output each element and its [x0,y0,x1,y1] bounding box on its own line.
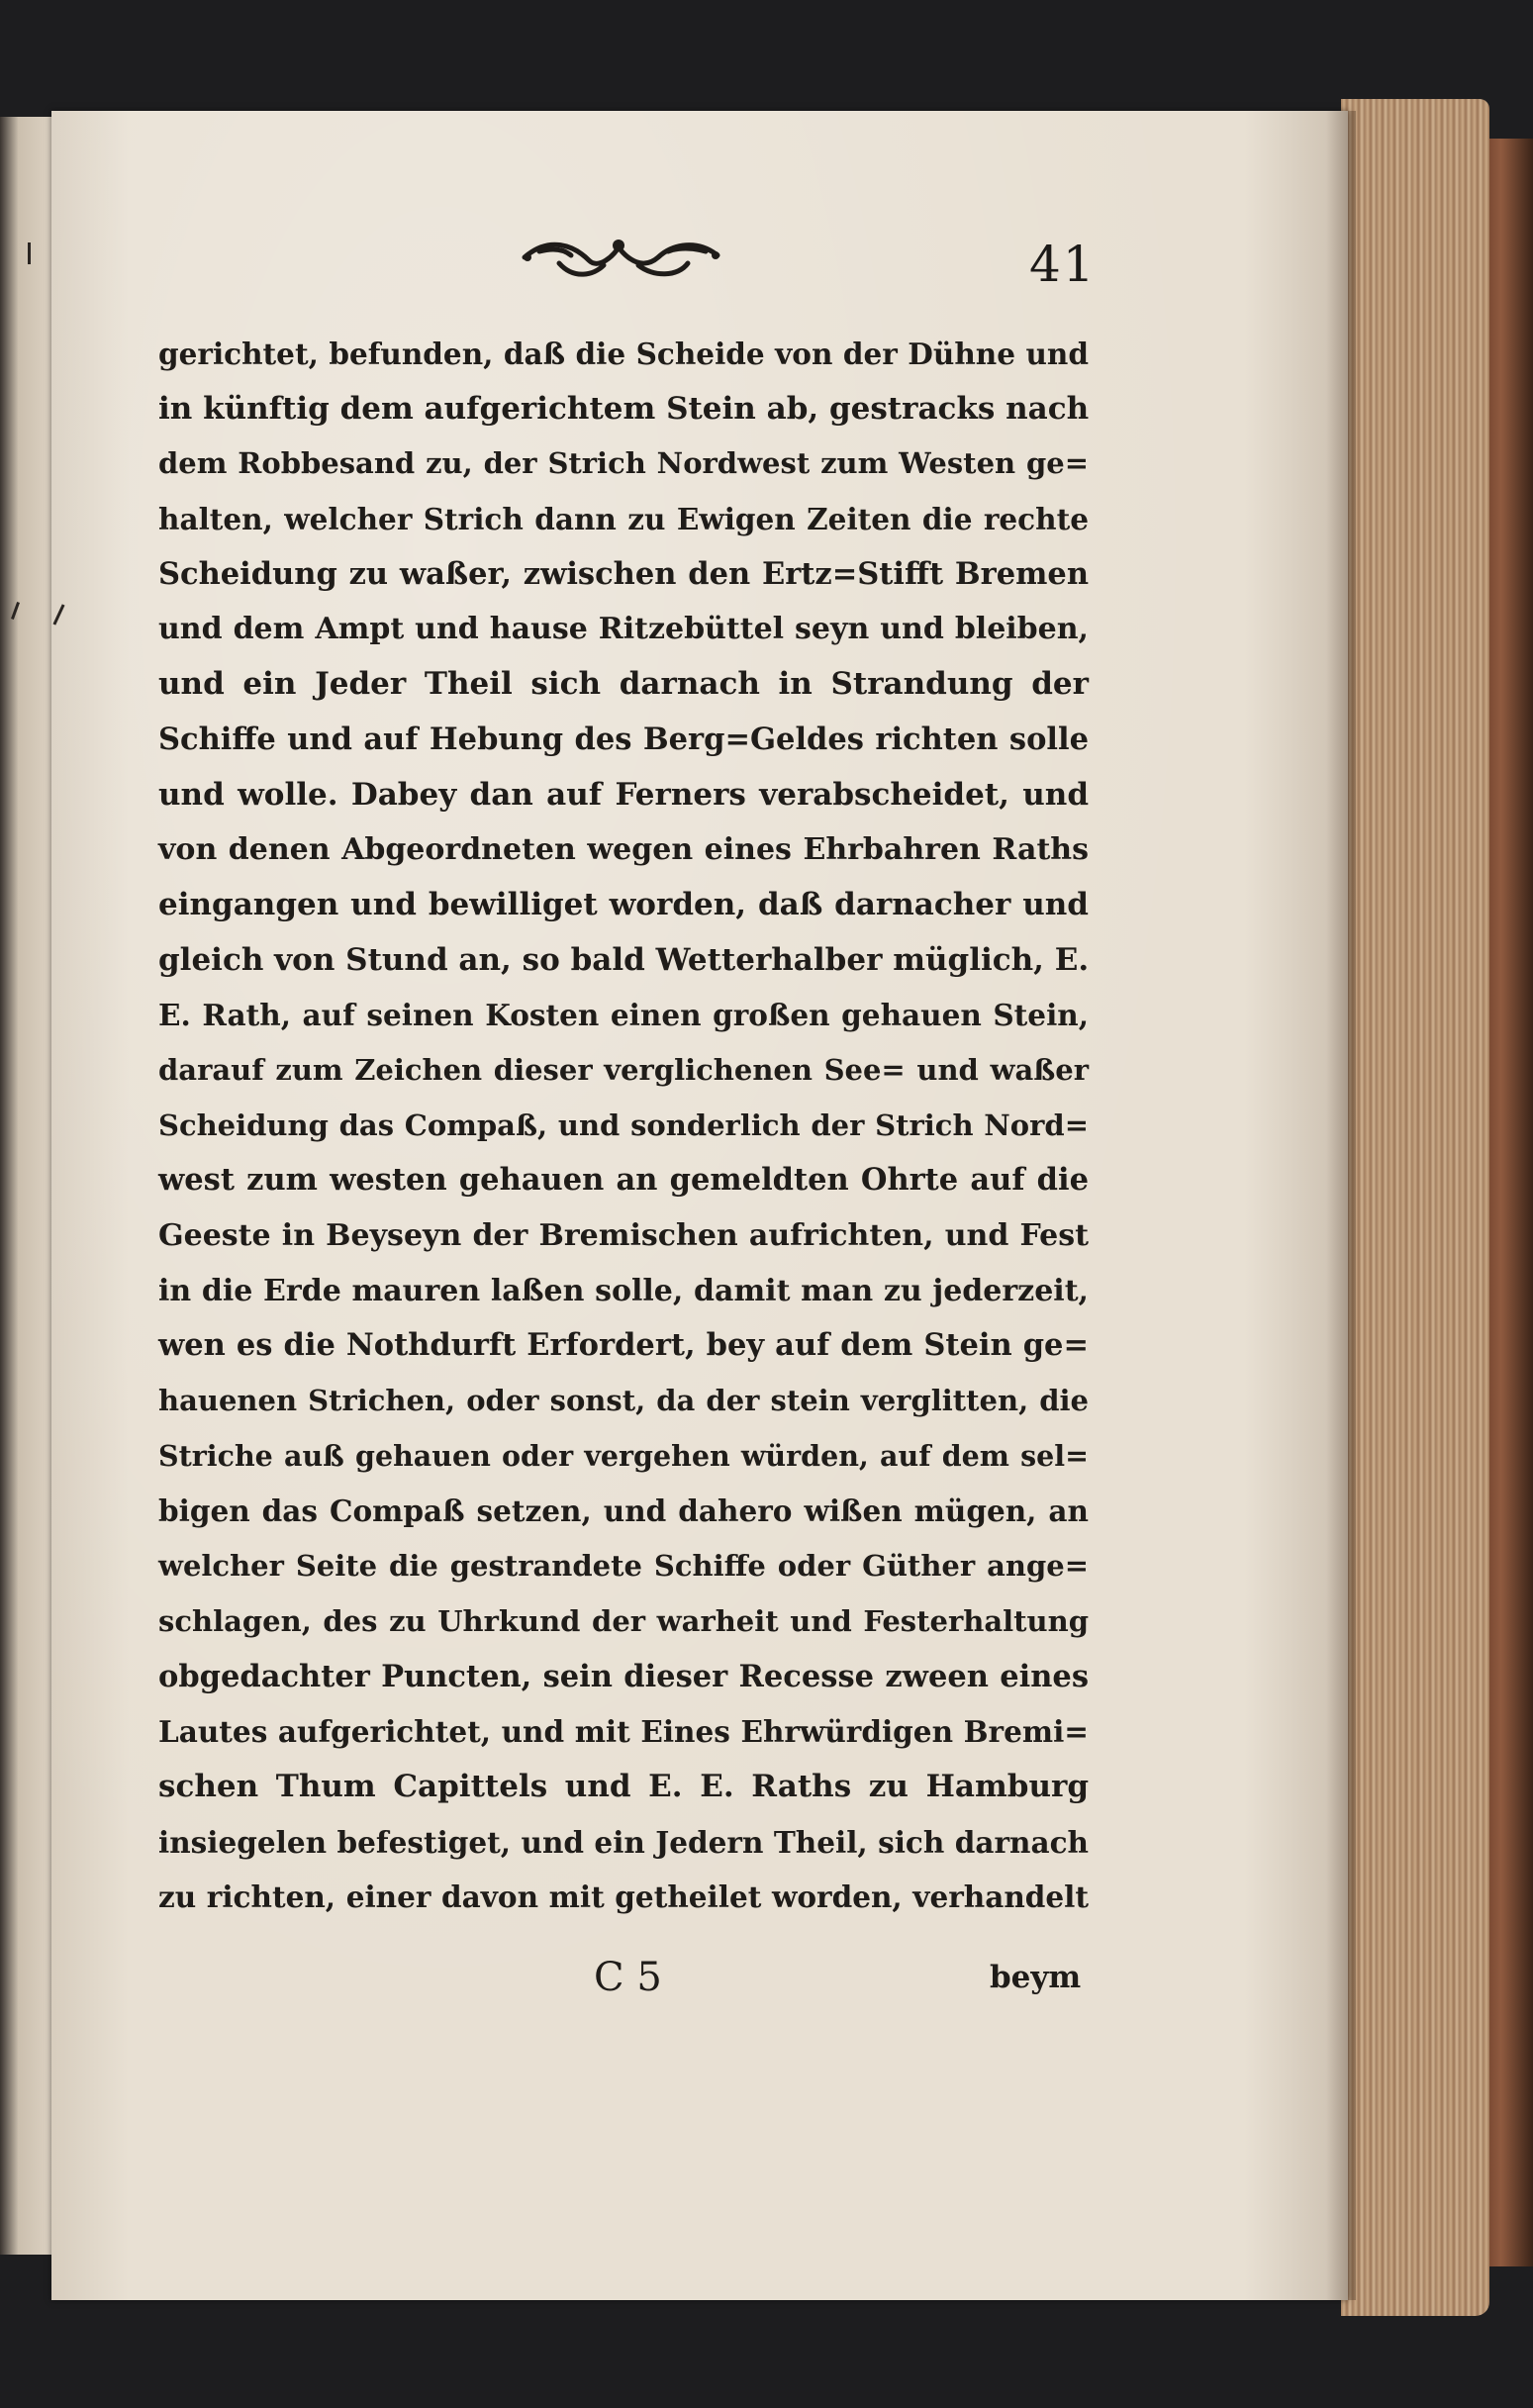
text-line: Geeste in Beyseyn der Bremischen aufrichten, und Fest [158,1218,1089,1253]
text-line: schen Thum Capittels und E. E. Raths zu Hamburg [158,1768,1089,1804]
text-line: bigen das Compaß setzen, und dahero wißen mügen, an [158,1493,1089,1529]
text-line: E. Rath, auf seinen Kosten einen großen gehauen Stein, [158,998,1089,1033]
page-number: 41 [1029,236,1097,293]
text-line: west zum westen gehauen an gemeldten Ohrte auf die [158,1162,1089,1199]
text-line: Scheidung zu waßer, zwischen den Ertz=Stifft Bremen [158,555,1089,592]
text-line: gleich von Stund an, so bald Wetterhalber müglich, E. [158,941,1090,978]
text-line: schlagen, des zu Uhrkund der warheit und Festerhaltung [158,1603,1089,1638]
text-line: halten, welcher Strich dann zu Ewigen Zeiten die rechte [158,502,1089,537]
text-line: und ein Jeder Theil sich darnach in Strandung der [158,666,1089,703]
fleuron-ornament-icon [520,226,722,285]
page-block-fore-edge [1341,99,1489,2316]
text-line: dem Robbesand zu, der Strich Nordwest zum Westen ge= [158,446,1089,481]
text-line: darauf zum Zeichen dieser verglichenen See= und waßer [158,1052,1089,1087]
text-line: Striche auß gehauen oder vergehen würden, auf dem sel= [158,1438,1089,1473]
text-line: insiegelen befestiget, und ein Jedern Theil, sich darnach [158,1824,1089,1860]
catchword: beym [990,1960,1082,1995]
margin-mark [28,242,31,264]
body-text [158,327,1089,1925]
text-line: Lautes aufgerichtet, und mit Eines Ehrwürdigen Bremi= [158,1714,1089,1750]
signature-mark: C 5 [594,1955,662,2000]
text-line: und wolle. Dabey dan auf Ferners verabscheidet, und [158,776,1089,813]
text-line: welcher Seite die gestrandete Schiffe oder Güther ange= [158,1549,1089,1584]
text-line: und dem Ampt und hause Ritzebüttel seyn und bleiben, [158,612,1089,647]
text-line: in künftig dem aufgerichtem Stein ab, gestracks nach [158,390,1090,427]
page-shadow [1326,111,1356,2300]
text-line: obgedachter Puncten, sein dieser Recesse zween eines [158,1658,1089,1694]
text-line: von denen Abgeordneten wegen eines Ehrbahren Raths [158,832,1089,868]
text-line: in die Erde mauren laßen solle, damit man zu jederzeit, [158,1273,1089,1308]
text-line: eingangen und bewilliget worden, daß darnacher und [158,886,1089,922]
text-line: Scheidung das Compaß, und sonderlich der Strich Nord= [158,1108,1089,1142]
text-line: gerichtet, befunden, daß die Scheide von der Dühne und [158,337,1089,371]
text-line: hauenen Strichen, oder sonst, da der stein verglitten, die [158,1384,1089,1418]
text-line: Schiffe und auf Hebung des Berg=Geldes richten solle [158,721,1089,757]
text-line: zu richten, einer davon mit getheilet worden, verhandelt [158,1879,1089,1915]
text-line: wen es die Nothdurft Erfordert, bey auf dem Stein ge= [158,1327,1089,1364]
